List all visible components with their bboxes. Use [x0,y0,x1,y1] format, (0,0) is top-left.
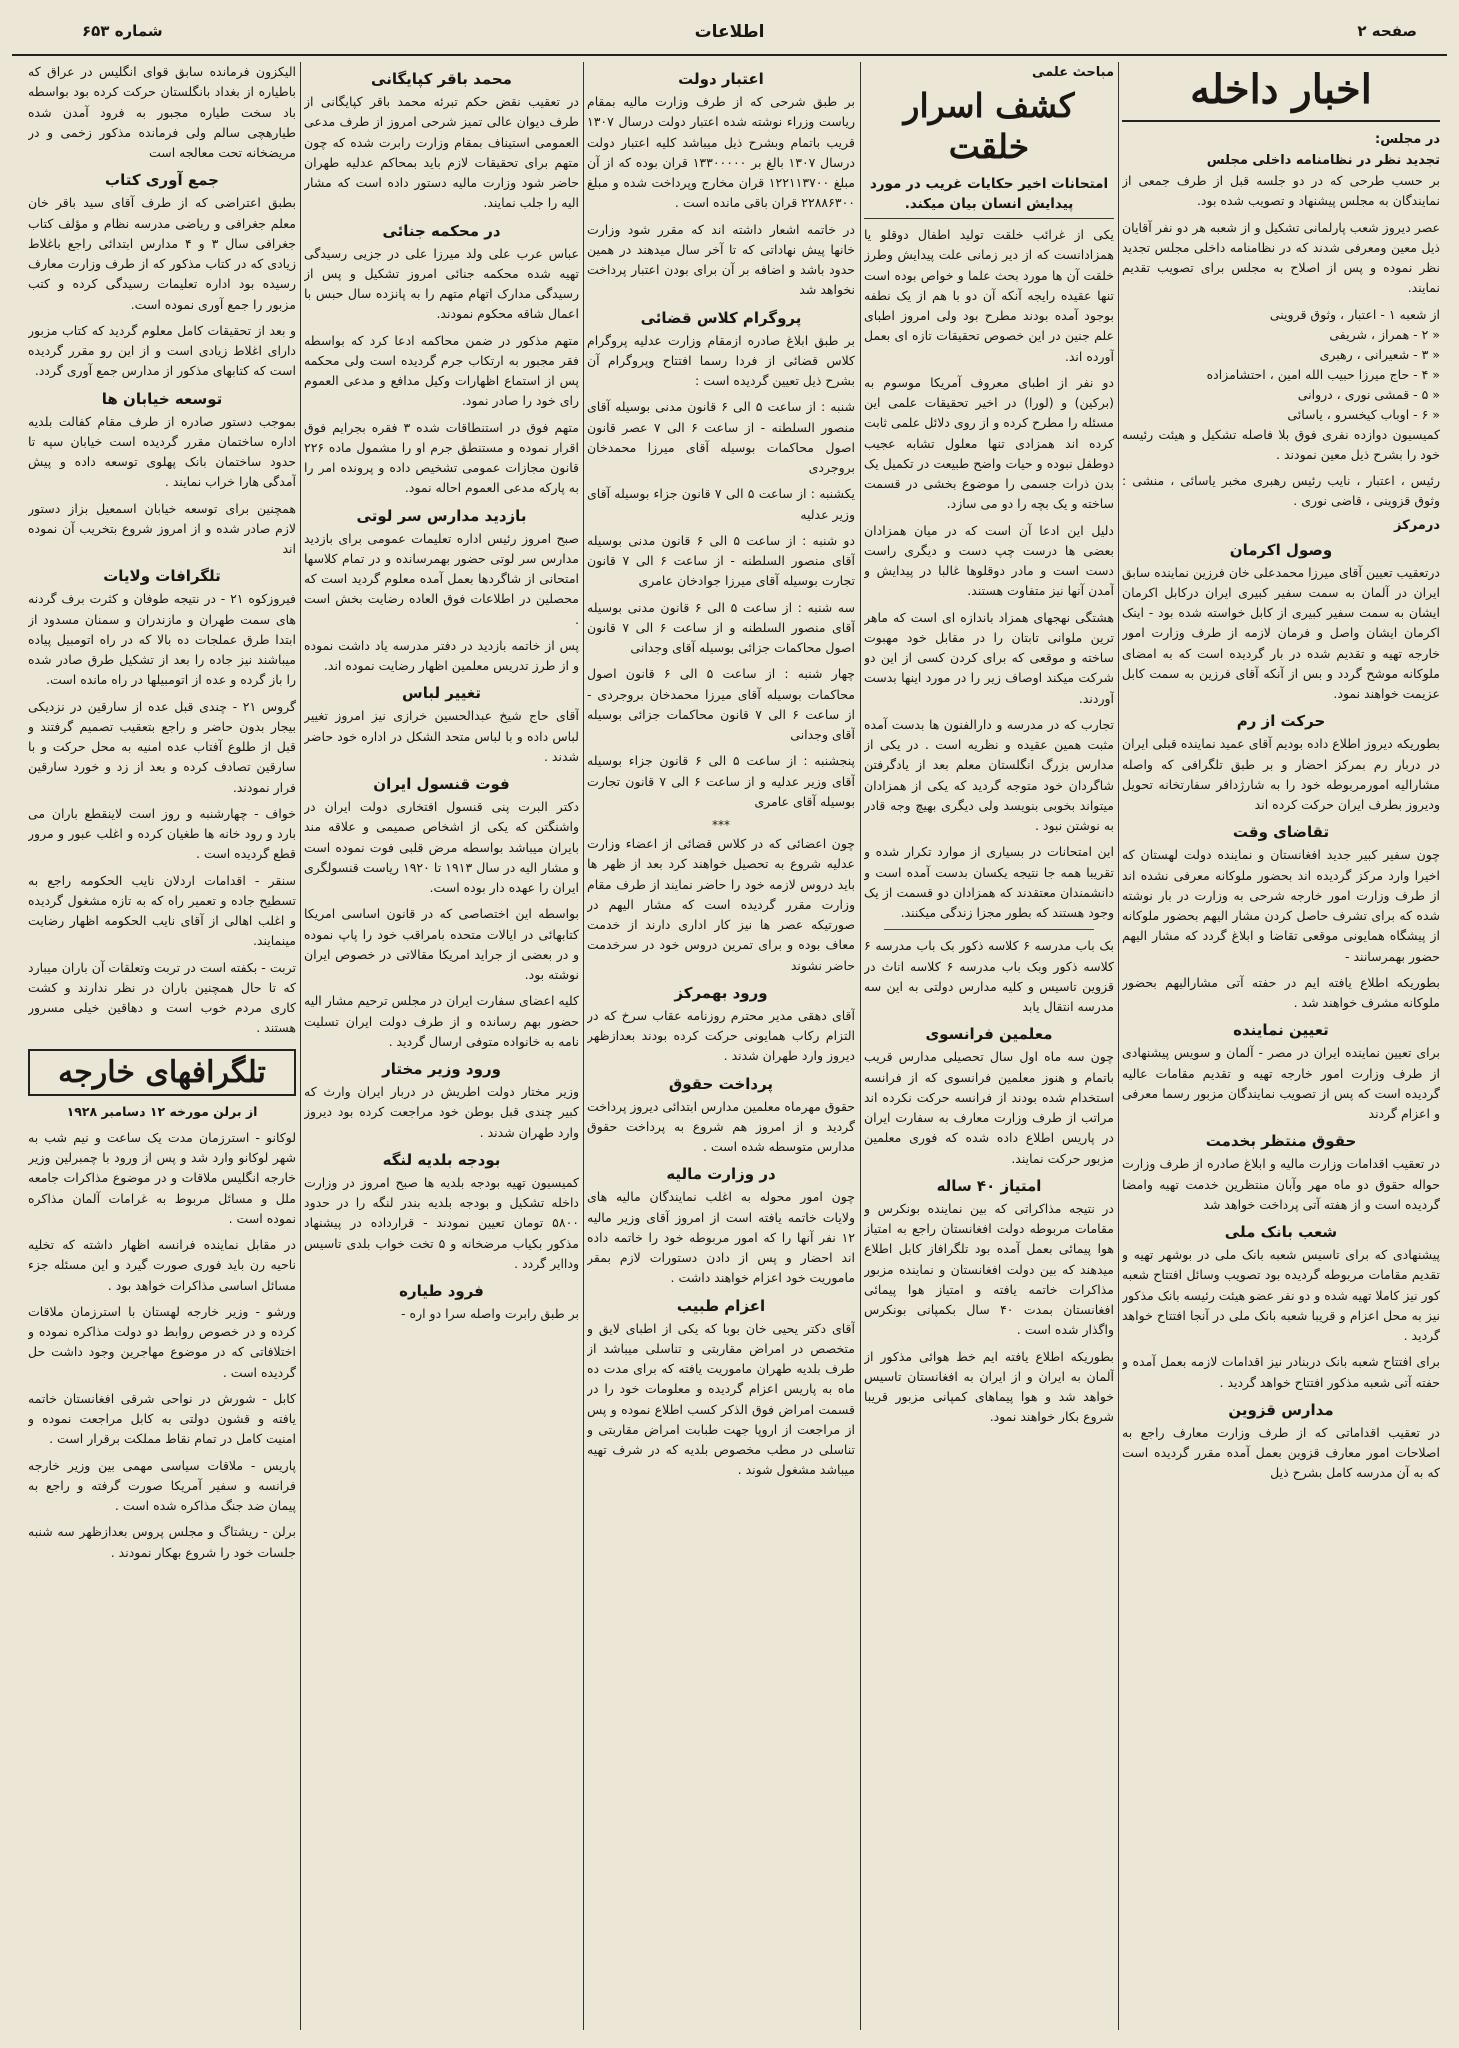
article-paragraph: آقای حاج شیخ عبدالحسین خرازی نیز امروز تغییر لباس داده و با لباس متحد الشکل در اداره خود حاضر شدند . [304,708,579,764]
schedule-item: شنبه : از ساعت ۵ الی ۶ قانون مدنی بوسیله آقای منصور السلطنه - از ساعت ۶ الی ۷ عصر قانون اصول محاکمات بوسیله آقای میرزا محمدخان بروجردی [587,399,855,475]
schedule-item: دو شنبه : از ساعت ۵ الی ۶ قانون مدنی بوسیله آقای منصور السلطنه - از ساعت ۶ الی ۷ قانون تجارت بوسیله آقای میرزا جوادخان عامری [587,532,855,589]
headline: محمد باقر کپایگانی [371,70,512,88]
article-paragraph: سنقر - اقدامات اردلان نایب الحکومه راجع به تسطیح جاده و تعمیر راه که به تازه مشغول گردیده و اغلب اهالی از آقای نایب الحکومه اظهار رضایت مینمایند. [28,872,296,949]
article-paragraph: بطوریکه اطلاع یافته ایم در حفته آتی مشارالیهم بحضور ملوکانه مشرف خواهند شد . [1122,974,1440,1010]
headline: ورود وزیر مختار [382,1060,501,1078]
article-paragraph: پیشنهادی که برای تاسیس شعبه بانک ملی در بوشهر تهیه و تقدیم مقامات مربوطه گردیده بود تصویب وسائل افتتاح شعبه کور نیز کاملا تهیه شده و دو نفر عضو هیئت رئیسه بانک مذکور نیز به محل اعزام و قریبا شعبه بانک ملی در آنجا افتتاح خواهد گردید . [1122,1247,1440,1343]
article-paragraph: هشتگی نهجهای همزاد باندازه ای است که ماهر ترین ملوانی تابتان را در مقابل خود مهبوت ساخته و موقعی که برای کردن کسی از این دو شرکت میکند اوصاف زیر را در مورد اینها بدست آوردند. [864,609,1114,706]
article-paragraph: چون اعضائی که در کلاس قضائی از اعضاء وزارت عدلیه شروع به تحصیل خواهند کرد بعد از ظهر ها باید دروس لازمه خود را حاضر نمایند از طرف مقام وزارت مقرر گردیده است که مشار الیهم در صورتیکه عصر ها نیز کار اداری دارند از خدمت معاف بوده و برای تمرین دروس خود در سرخدمت حاضر نشوند [587,836,855,973]
headline: تلگرافات ولایات [103,567,221,586]
column-telegrams [28,62,296,2040]
foreign-telegrams-title: تلگرافهای خارجه [28,1049,296,1096]
dateline: از برلن مورخه ۱۲ دسامبر ۱۹۲۸ [66,1103,258,1119]
newspaper-page [12,10,1447,2040]
headline: فرود طیاره [399,1282,484,1300]
article-paragraph: گروس ۲۱ - چندی قبل عده از سارقین در نزدیکی بیجار بدون حاضر و راجع بتعقیب تصمیم گرفتند و قبل از طلوع آفتاب عده امنیه به محل حرکت و با سارقین تصادف کرده و بعد از زد و خورد سارقین فرار نمودند. [28,698,296,795]
headline: تقاضای وقت [1232,823,1330,842]
section-kicker: مباحث علمی [1032,65,1114,80]
article-paragraph: متهم مذکور در ضمن محاکمه ادعا کرد که بواسطه فقر مجبور به ارتکاب جرم گردیده است ولی محکمه پس از استماع اظهارات وکیل مدافع و مدعی العموم رای خود را صادر نمود. [304,332,579,409]
article-paragraph: بک باب مدرسه ۶ کلاسه ذکور بک باب مدرسه ۶ کلاسه ذکور وبک باب مدرسه ۶ کلاسه اناث در قزوین تاسیس و کلیه مدارس دولتی به این سه مدرسه انتقال یابد [864,938,1114,1015]
section-label: در مجلس: [1375,132,1440,147]
headline: پروگرام کلاس قضائی [640,308,802,327]
article-paragraph: تجارب که در مدرسه و دارالفنون ها بدست آمده مثبت همین عقیده و نظریه است . در یکی از مدارس بزرگ انگلستان معلم بعد از یادگرفتن شاگردان خود متوجه گردید که یکی از همزادان میتواند بخوبی بنویسد ولی دیگری بهیچ وجه قادر به نوشتن نبود . [864,716,1114,834]
article-paragraph: بر طبق شرحی که از طرف وزارت مالیه بمقام ریاست وزراء نوشته شده اعتبار دولت درسال ۱۳۰۷ قریب باتمام وبشرح ذیل میباشد کلیه اعتبار دولت درسال ۱۳۰۷ بالغ بر ۱۳۳۰۰۰۰۰ قران بوده که از آن مبلغ ۱۲۲۱۱۳۷۰۰ قران مخارج وپرداخت شده و مبلغ ۲۲۸۸۶۳۰۰ قران باقی مانده است . [587,94,855,211]
member-list [1122,305,1440,425]
article-paragraph: خواف - چهارشنبه و روز است لاینقطع باران می بارد و رود خانه ها طغیان کرده و اغلب عبور و مرور قطع گردیده است . [28,805,296,862]
article-paragraph: چون سفیر کبیر جدید افغانستان و نماینده دولت لهستان که اخیرا وارد مرکز گردیده اند بحضور ملوکانه معرفی نشده اند از طرف وزارت امور خارجه شرحی به وزارت در بار نوشته شده که برای تشرف حاصل کردن مشار الیهم بحضور ملوکانه از پیشگاه همایونی موقعی تقاضا و ابلاغ گردد که مشار الیهم حضور بهمرسانند - [1122,847,1440,964]
article-paragraph: الیکزون فرمانده سابق قوای انگلیس در عراق که باطیاره از بغداد بانگلستان حرکت کرده بود بواسطه باد سخت طیاره مجبور به فرود آمدن شده طیارهچی سالم ولی فرمانده مذکور زخمی و در مریضخانه تحت معالجه است [28,64,296,160]
article-paragraph: و بعد از تحقیقات کامل معلوم گردید که کتاب مزبور دارای اغلاط زیادی است و از این رو مقرر گردیده است که کتابهای مذکور از مدارس جمع آوری گردد. [28,322,296,379]
column-rule [300,62,301,2030]
list-item: « ۵ - قمشی نوری ، دروانی [1297,386,1440,402]
article-paragraph: در خاتمه اشعار داشته اند که مقرر شود وزارت خانها پیش نهاداتی که تا آخر سال میدهند در همین حدود باشد و اضافه بر آن برای بودن اعتبار پرداخت نخواهد شد [587,221,855,298]
headline: اعزام طبیب [676,1296,766,1315]
feature-title: کشف اسرار خلقت [903,86,1075,167]
headline: در محکمه جنائی [382,221,501,240]
article-paragraph: در مقابل نماینده فرانسه اظهار داشته که تخلیه ناحیه رن باید فوری صورت گیرد و این مسئله جزء مسائل اساسی مذاکرات خواهد بود . [28,1237,296,1293]
headline: جمع آوری کتاب [105,171,219,190]
article-paragraph: یکی از غرائب خلقت تولید اطفال دوقلو یا همزادانست که از دیر زمانی علت پیدایش وطرز خلقت آن ها مورد بحث علما و خواص بوده است تنها عقیده رایجه آنکه آن دو با هم از یک نطفه بوجود آمده بودند مطرح بود ولی امروز اطبای علم جنین در این خصوص تحقیقات تازه ای بعمل آورده اند. [864,227,1114,364]
headline: مدارس قزوین [1228,1400,1334,1419]
article-paragraph: متهم فوق در استنطاقات شده ۳ فقره بجرایم فوق اقرار نموده و مستنطق جرم او را مشمول ماده ۲۲۶ قانون مجازات عمومی تشخیص داده و پرونده امر را به پارکه مدعی العموم احاله نمود. [304,419,579,496]
list-item: « ۳ - شعیرانی ، رهبری [1319,346,1440,362]
headline: بازدید مدارس سر لوتی [356,506,527,525]
schedule-item: چهار شنبه : از ساعت ۵ الی ۶ قانون اصول محاکمات بوسیله آقای میرزا محمدخان بروجردی - از ساعت ۶ الی ۷ قانون محاکمات جزائی بوسیله آقای وجدانی [587,666,855,742]
column-courts [304,62,579,2040]
column-government [587,62,855,2040]
column-rule [1118,62,1119,2030]
divider [884,929,1094,930]
article-paragraph: دکتر البرت پنی قنسول افتخاری دولت ایران در واشنگتن که یکی از اشخاص صمیمی و علاقه مند بایران میباشد بواسطه مرض قلبی فوت نموده است و مشار الیه در سال ۱۹۱۳ تا ۱۹۲۰ ریاست قنسولگری ایران را عهده دار بوده است. [304,799,579,895]
article-paragraph: رئیس ، اعتبار ، نایب رئیس رهبری مخبر یاسائی ، منشی : وثوق قزوینی ، قاضی نوری . [1122,473,1440,509]
article-paragraph: پاریس - ملاقات سیاسی مهمی بین وزیر خارجه فرانسه و سفیر آمریکا صورت گرفته و راجع به پیمان ضد جنگ مذاکره شده است . [28,1457,296,1513]
headline: حرکت از رم [1236,712,1326,731]
article-paragraph: بر حسب طرحی که در دو جلسه قبل از طرف جمعی از نمایندگان به مجلس پیشنهاد و تصویب شده بود. [1122,173,1440,209]
article-paragraph: برای تعیین نماینده ایران در مصر - آلمان و سویس پیشنهادی از طرف وزارت امور خارجه تهیه و تقدیم مقامات عالیه گردیده است که پس از تصویب نمایندگان مزبور رسما معرفی و اعزام گردند [1122,1045,1440,1121]
schedule-item: یکشنبه : از ساعت ۵ الی ۷ قانون جزاء بوسیله آقای وزیر عدلیه [587,486,855,522]
issue-number: شماره ۶۵۳ [82,22,163,40]
headline: در وزارت مالیه [666,1165,776,1184]
article-paragraph: در نتیجه مذاکراتی که بین نماینده بونکرس و مقامات مربوطه دولت افغانستان راجع به امتیاز هوا پیمائی بعمل آمده بود تلگرافاز کابل اطلاع میدهند که بین دولت افغانستان و نماینده مزبور مذاکرات خاتمه یافته و امتیاز هوا پیمائی افغانستان بمدت ۴۰ سال بکمپانی بونکرس واگذار شده است . [864,1200,1114,1338]
domestic-news-masthead: اخبار داخله [1122,66,1440,122]
page-header [12,10,1447,56]
article-paragraph: آقای دکتر یحیی خان بوبا که یکی از اطبای لایق و متخصص در امراض مقاربتی و تناسلی میباشد از طرف بلدیه طهران ماموریت یافته که برای مدت ده ماه به پاریس اعزام گردیده و معلومات خود را در قسمت امراض فوق الذکر کسب اطلاع نموده و پس از مراجعت از اروپا جهت طبابت امراض مقاربتی و تناسلی در مطب مخصوص بلدیه که در شرف تهیه میباشد مشغول شوند . [587,1320,855,1478]
article-paragraph: چون امور محوله به اغلب نمایندگان مالیه های ولایات خاتمه یافته است از امروز آقای وزیر مالیه ۱۲ نفر آنها را که امور مربوطه خود را خاتمه داده اند احضار و پس از دادن دستورات لازم بمقر ماموریت خود اعزام خواهند داشت . [587,1189,855,1286]
article-paragraph: وزیر مختار دولت اطریش در دربار ایران وارث که کبیر چندی قبل بوطن خود مراجعت کرده بود دیروز وارد طهران شدند . [304,1084,579,1140]
headline: معلمین فرانسوی [925,1025,1053,1044]
article-paragraph: در تعقیب اقداماتی که از طرف وزارت معارف راجع به اصلاحات امور معارف قزوین بعمل آمده مقرر گردیده است که به آن مدرسه کامل بشرح ذیل [1122,1424,1440,1481]
column-rule [860,62,861,2030]
article-paragraph: بر طبق ابلاغ صادره ازمقام وزارت عدلیه پروگرام کلاس قضائی از فردا رسما افتتاح وپروگرام آن بشرح ذیل تعیین گردیده است : [587,332,855,388]
article-paragraph: بموجب دستور صادره از طرف مقام کفالت بلدیه اداره ساختمان مقرر گردیده است خیابان سپه تا حدود ساختمان بانک پهلوی توسعه داده و پیش آمدگی هارا خراب نمایند . [28,413,296,490]
headline: شعب بانک ملی [1224,1223,1338,1241]
list-item: از شعبه ۱ - اعتبار ، وثوق قروینی [1269,306,1440,322]
article-paragraph: کمیسیون تهیه بودجه بلدیه ها صبح امروز در وزارت داخله تشکیل و بودجه بلدیه بندر لنگه را در حدود ۵۸۰۰ تومان تعیین نمودند - قرارداده در پیشنهاد مذکور بکیاب مرضخانه و ۵ تخت خواب بلدی تاسیس وداایر گردد . [304,1174,579,1271]
article-paragraph: درتعقیب تعیین آقای میرزا محمدعلی خان فرزین نماینده سابق ایران در آلمان به سمت سفیر کبیری ایران درکابل اکرمان ایشان به سمت سفیر کبیری از کابل خواسته شده بود - اینک اکرمان ایشان واصل و فرمان لازمه از طرف وزارت امور خارجه تهیه و تقدیم شده در بار گردیده است که به امضای ملوکانه موشح گردد و بس از آنکه آقای فرزین به سمت کابل عزیمت خواهند نمود. [1122,564,1440,701]
article-paragraph: دو نفر از اطبای معروف آمریکا موسوم به (برکین) و (لورا) در اخیر تحقیقات علمی این مسئله را مطرح کرده و از روی دلائل علمی ثابت کرده اند همزادی تنها معلول تشابه عجیب دوطفل نبوده و حیات واضح طبیعت در تکمیل یک بدن ذرات جسمی را موضوع بخشی در قسمت ساخته و یک بچه را دو می سازد. [864,374,1114,512]
article-paragraph: حقوق مهرماه معلمین مدارس ابتدائی دیروز پرداخت گردید و از امروز هم شروع به پرداخت حقوق مدارس متوسطه شده است . [587,1098,855,1154]
article-paragraph: عصر دیروز شعب پارلمانی تشکیل و از شعبه هر دو نفر آقایان ذیل معین ومعرفی شدند که در نظامنامه داخلی مجلس تجدید نظر نموده و پس از اصلاح به مجلس برای تصویب تقدیم نمایند. [1122,219,1440,296]
ornament: *** [712,818,730,832]
article-paragraph: چون سه ماه اول سال تحصیلی مدارس قریب باتمام و هنوز معلمین فرانسوی که از فرانسه استخدام شده بودند از فرانسه حرکت نکرده اند مراتب از طرف وزارت معارف به سفارت ایران در پاریس اطلاع داده شده که فوری معلمین مزبور حرکت نمایند. [864,1049,1114,1166]
article-paragraph: بر طبق رابرت واصله سرا دو اره - [401,1306,579,1321]
article-paragraph: دلیل این ادعا آن است که در میان همزادان بعضی ها درست چپ دست و دیگری راست دست است و مادر دوقلوها غالبا در پیدایش و آمدن آنها نیز متفاوت هستند. [864,522,1114,599]
feature-subhead: امتحانات اخیر حکایات غریب در مورد پیدایش انسان بیان میکند. [864,174,1114,220]
column-domestic-news [1122,62,1440,2040]
article-paragraph: برای افتتاح شعبه بانک دربنادر نیز اقدامات لازمه بعمل آمده و حفته آتی شعبه مذکور افتتاح خواهد گردید . [1122,1354,1440,1390]
column-rule [583,62,584,2030]
headline: تعیین نماینده [1233,1021,1329,1040]
article-paragraph: بطبق اعتراضی که از طرف آقای سید باقر خان معلم جغرافی و ریاضی مدرسه نظام و مؤلف کتاب جغرافی سال ۳ و ۴ مدارس ابتدائی راجع باغلاط زیادی که در کتاب مذکور که از طرف وزارت معارف رسیده بود اداره تعلیمات رسیدگی کرده و کتب مزبور را جمع آوری نموده است. [28,195,296,312]
article-paragraph: این امتحانات در بسیاری از موارد تکرار شده و تقریبا همه جا نتیجه یکسان بدست آمده است و دانشمندان معتقدند که همزادان دو قسمت از یک وجود هستند که بطور مجزا زندگی میکنند. [864,844,1114,921]
headline: فوت قنسول ایران [373,775,510,793]
headline: توسعه خیابان ها [101,389,223,408]
page-number: صفحه ۲ [1357,22,1417,40]
schedule-item: سه شنبه : از ساعت ۵ الی ۶ قانون مدنی بوسیله آقای منصور السلطنه و از ساعت ۶ الی ۷ قانون اصول محاکمات جزائی بوسیله آقای وجدانی [587,599,855,655]
headline: امتیاز ۴۰ ساله [936,1176,1042,1195]
article-paragraph: کمیسیون دوازده نفری فوق بلا فاصله تشکیل و هیئت رئیسه خود را بشرح ذیل معین نمودند . [1122,426,1440,462]
article-paragraph: پس از خاتمه بازدید در دفتر مدرسه یاد داشت نموده و از طرز تدریس معلمین اظهار رضایت نموده اند. [304,637,579,673]
article-paragraph: بطوریکه اطلاع یافته ایم خط هوائی مذکور از آلمان به ایران و از ایران به افغانستان تاسیس خواهد شد و هوا پیماهای کمپانی مزبور قریبا شروع بکار خواهند نمود. [864,1348,1114,1425]
article-paragraph: تربت - بکفته است در تربت وتعلقات آن باران میبارد که تا حال همچنین باران در نظر ندارند و کشت کاری مردم خوب است و دهاقین خیلی مسرور هستند . [28,959,296,1036]
article-paragraph: در تعقیب اقدامات وزارت مالیه و ابلاغ صادره از طرف وزارت حواله حقوق دو ماه مهر وآبان منتظرین خدمت تهیه وامضا گردیده است و از هفته آتی پرداخت خواهد شد [1122,1156,1440,1212]
column-science [864,62,1114,2040]
schedule-item: پنجشنبه : از ساعت ۵ الی ۶ قانون جزاء بوسیله آقای وزیر عدلیه و از ساعت ۶ الی ۷ قانون تجارت بوسیله آقای عامری [587,753,855,809]
article-paragraph: عباس عرب علی ولد میرزا علی در جزیی رسیدگی تهیه شده محکمه جنائی امروز تشکیل و پس از رسیدگی مدارک اتهام متهم را به پانزده سال حبس با اعمال شاقه محکوم نمودند. [304,245,579,322]
article-paragraph: صبح امروز رئیس اداره تعلیمات عمومی برای بازدید مدارس سر لوتی حضور بهمرسانده و در تمام کلاسها امتحانی از شاگردها بعمل آمده معلوم گردید است که محصلین در اطلاعات فوق العاده رضایت بخش است . [304,530,579,627]
article-paragraph: کابل - شورش در نواحی شرقی افغانستان خاتمه یافته و قشون دولتی به کابل مراجعت نموده و امنیت کامل در تمام نقاط مملکت برقرار است . [28,1390,296,1447]
headline: پرداخت حقوق [668,1074,774,1093]
article-paragraph: همچنین برای توسعه خیابان اسمعیل بزاز دستور لازم صادر شده و از امروز شروع بتخریب آن نموده اند [28,500,296,556]
newspaper-name: اطلاعات [694,22,765,42]
article-paragraph: در تعقیب نقض حکم تبرئه محمد باقر کپایگانی از طرف دیوان عالی تمیز شرحی امروز از طرف مدعی العمومی استیناف بمقام وزارت رابرت شده که چون متهم برای تحقیقات لازم باید بمحاکم عدلیه طهران حاضر شود وزارت مالیه دستور داده است که مشار الیه را جلب نمایند. [304,94,579,211]
list-item: « ۶ - اوباب کیخسرو ، یاسائی [1287,406,1440,422]
headline: بودجه بلدیه لنگه [382,1150,501,1169]
list-item: « ۲ - همراز ، شریفی [1329,326,1440,342]
article-paragraph: فیروزکوه ۲۱ - در نتیجه طوفان و کثرت برف گردنه های سمت طهران و مازندران و سمنان مسدود از ابتدا طرق عملجات ده بالا که در راه اتومبیل پیاده میباشند نیز جاده را بعد از تشکیل طرق صادر شده را باز گرده و عده از اتومبیلها در راه مانده است. [28,591,296,688]
headline: ورود بهمرکز [674,983,768,1002]
article-paragraph: بطوریکه دیروز اطلاع داده بودیم آقای عمید نماینده قبلی ایران در دربار رم بمرکز احضار و بر طبق تلگرافی که واصله مشارالیه امورمربوطه خود را به شارژدافر سفارتخانه تحویل ودیروز بطرف ایران حرکت کرده اند [1122,736,1440,812]
headline: وصول اکرمان [1229,540,1333,559]
section-label: درمرکز [1394,517,1440,533]
headline: حقوق منتظر بخدمت [1205,1132,1357,1151]
list-item: « ۴ - حاج میرزا حبیب الله امین ، احتشامزاده [1206,366,1440,382]
headline: تجدید نظر در نظامنامه داخلی مجلس [1206,153,1440,168]
article-paragraph: ورشو - وزیر خارجه لهستان با استرزمان ملاقات کرده و در خصوص روابط دو دولت مذاکره نموده و اختلافاتی که در موضوع مهاجرین وجود داشت حل گردیده است . [28,1303,296,1380]
article-paragraph: کلیه اعضای سفارت ایران در مجلس ترحیم مشار الیه حضور بهم رسانده و از طرف دولت ایران تسلیت نامه به خانواده متوفی ارسال گردید . [304,993,579,1049]
article-paragraph: بواسطه این اختصاصی که در قانون اساسی امریکا کتابهائی در ایالات متحده بامراقب خود را پاپ نموده و در بعضی از جراید امریکا مقالاتی در خصوص ایران نوشته بود. [304,906,579,982]
headline: تغییر لباس [402,684,481,703]
article-paragraph: آقای دهقی مدیر محترم روزنامه عقاب سرخ که در التزام رکاب همایونی حرکت کرده بودند بعدازظهر دیروز وارد طهران شدند . [587,1007,855,1064]
headline: اعتبار دولت [678,70,764,88]
article-paragraph: برلن - ریشتاگ و مجلس پروس بعدازظهر سه شنبه جلسات خود را شروع بهکار نمودند . [28,1524,296,1560]
article-paragraph: لوکانو - استرزمان مدت یک ساعت و نیم شب به شهر لوکانو وارد شد و پس از ورود با چمبرلین وزیر خارجه انگلیس ملاقات و در موضوع مذاکرات جامعه ملل و مسائل مربوط به غرامات آلمان مذاکره نموده است . [28,1129,296,1226]
